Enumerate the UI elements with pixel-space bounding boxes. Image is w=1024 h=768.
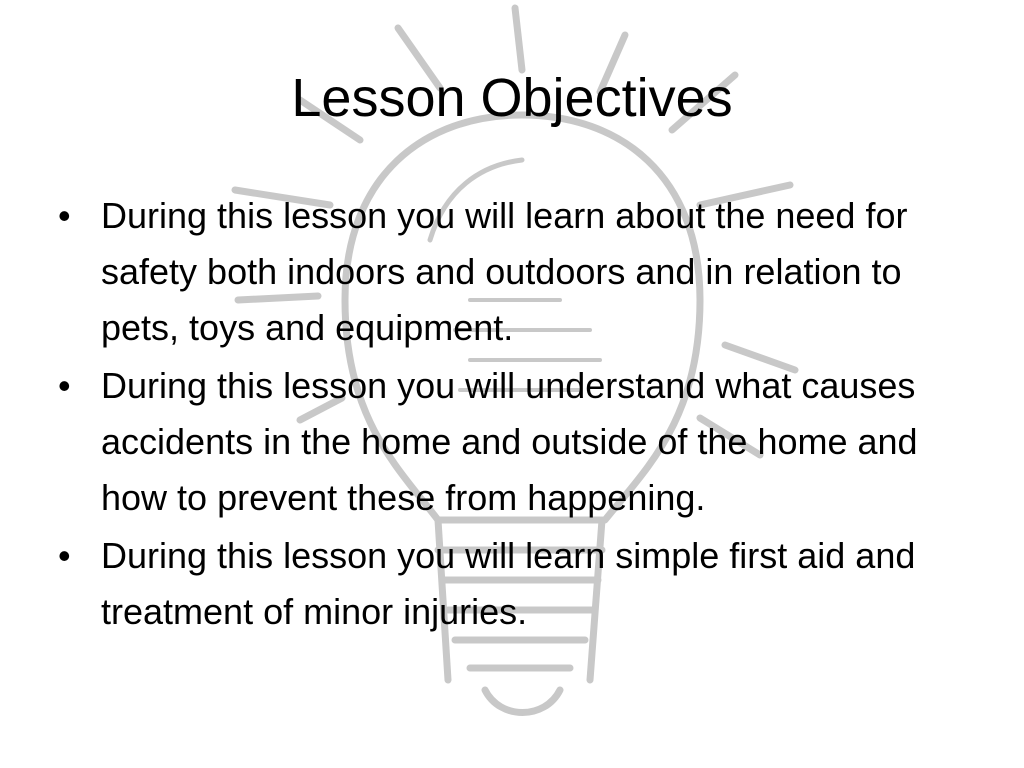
objectives-list — [58, 188, 958, 642]
list-item — [58, 528, 958, 640]
objective-text: During this lesson you will learn about the need for safety both indoors and outdoors and in relation to pets, toys and equipment. — [101, 195, 908, 348]
objective-text: During this lesson you will understand what causes accidents in the home and outside of the home and how to prevent these from happening. — [101, 365, 918, 518]
slide-title: Lesson Objectives — [291, 68, 733, 128]
bullet-icon: • — [58, 195, 71, 236]
list-item — [58, 358, 958, 526]
objective-text: During this lesson you will learn simple first aid and treatment of minor injuries. — [101, 535, 916, 632]
list-item — [58, 188, 958, 356]
bullet-icon: • — [58, 535, 71, 576]
bullet-icon: • — [58, 365, 71, 406]
